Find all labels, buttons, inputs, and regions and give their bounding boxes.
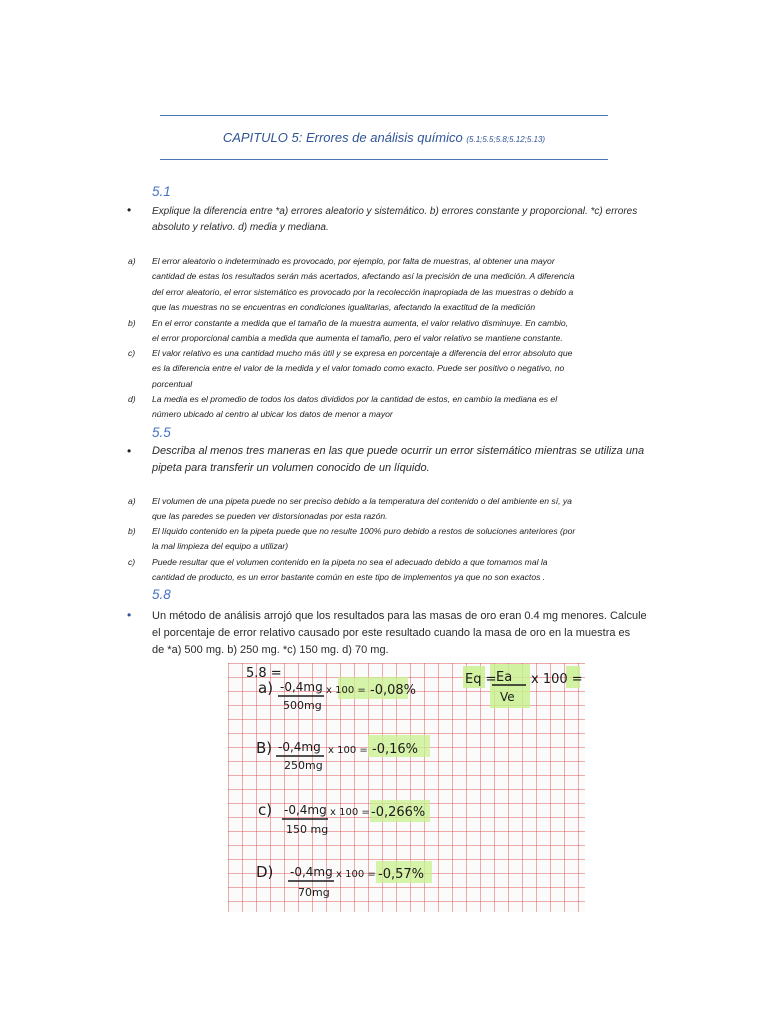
hw-row-label: D)	[256, 863, 274, 881]
hw-result: -0,57%	[378, 867, 424, 882]
hw-formula-num: Ea	[496, 670, 513, 685]
hw-multiplier: x 100 =	[326, 685, 366, 696]
answer-label: d)	[128, 394, 136, 404]
top-rule	[160, 115, 608, 116]
hw-result: -0,266%	[371, 805, 426, 820]
question-line: Describa al menos tres maneras en las que puede ocurrir un error sistemático mientras se utiliza una	[152, 445, 645, 457]
hw-multiplier: x 100 =	[336, 869, 376, 880]
question-line: el porcentaje de error relativo causado por este resultado cuando la masa de oro en la muestra es	[152, 627, 631, 639]
chapter-title: CAPITULO 5: Errores de análisis químico	[222, 130, 463, 145]
hw-multiplier: x 100 =	[328, 745, 368, 756]
hw-denominator: 150 mg	[286, 823, 329, 836]
answer-line: cantidad de estas los resultados serán más acertados, afectando así la precisión de una medición. A diferencia	[152, 271, 575, 282]
handwritten-solution-photo	[228, 663, 585, 912]
hw-numerator: -0,4mg	[278, 740, 321, 754]
answer-label: c)	[128, 348, 136, 358]
answer-line: El volumen de una pipeta puede no ser preciso debido a la temperatura del contenido o del ambiente en sí, ya	[152, 496, 572, 506]
answer-line: El error aleatorio o indeterminado es provocado, por ejemplo, por falta de muestras, al obtener una mayor	[152, 256, 555, 266]
answer-line: porcentual	[152, 378, 193, 389]
answer-line: la mal limpieza del equipo a utilizar)	[152, 541, 289, 552]
answer-line: número ubicado al centro al ubicar los datos de menor a mayor	[152, 409, 393, 420]
section-number-5-1: 5.1	[152, 184, 171, 199]
answer-line: el error proporcional cambia a medida que aumenta el tamaño, pero el valor relativo se mantiene constante.	[152, 333, 563, 344]
bullet: •	[127, 444, 132, 458]
answer-line: del error aleatorio, el error sistemático es provocado por la recolección inapropiada de las muestras o debido a	[152, 286, 574, 297]
hw-row-label: a)	[258, 679, 274, 697]
answer-line: es la diferencia entre el valor de la medida y el valor tomado como exacto. Puede ser positivo o negativo, no	[152, 363, 565, 374]
section-number-5-5: 5.5	[152, 425, 171, 440]
bullet: •	[127, 203, 132, 217]
answer-line: El valor relativo es una cantidad mucho más útil y se expresa en porcentaje a diferencia del error absoluto que	[152, 348, 573, 358]
hw-multiplier: x 100 =	[330, 807, 370, 818]
hw-denominator: 500mg	[283, 699, 322, 712]
hw-denominator: 250mg	[284, 759, 323, 772]
answer-line: que las muestras no se encuentras en condiciones igualitarias, afectando la exactitud de la medición	[152, 302, 536, 313]
hw-formula-rest: x 100 =	[531, 672, 583, 687]
bottom-rule	[160, 159, 608, 160]
chapter-subtitle: (5.1;5.5;5.8;5.12;5.13)	[466, 135, 546, 144]
question-line: pipeta para transferir un volumen conocido de un líquido.	[152, 462, 430, 474]
hw-result: -0,08%	[370, 683, 416, 698]
answer-label: a)	[128, 256, 136, 266]
bullet: •	[127, 608, 132, 622]
answer-label: b)	[128, 318, 136, 328]
answer-label: c)	[128, 557, 136, 567]
answer-label: a)	[128, 496, 136, 506]
handwritten-drawing	[228, 663, 585, 912]
hw-result: -0,16%	[372, 742, 418, 757]
question-5-8	[152, 608, 668, 659]
hw-numerator: -0,4mg	[290, 865, 333, 879]
question-line: Un método de análisis arrojó que los resultados para las masas de oro eran 0.4 mg menores. Calcule	[152, 610, 647, 622]
hw-formula-lhs: Eq =	[465, 672, 497, 687]
answer-line: La media es el promedio de todos los datos divididos por la cantidad de estos, en cambio la mediana es el	[152, 394, 558, 404]
question-5-5	[152, 443, 668, 477]
hw-row-label: c)	[258, 801, 273, 819]
chapter-heading	[0, 130, 768, 145]
question-line: de *a) 500 mg. b) 250 mg. *c) 150 mg. d) 70 mg.	[152, 644, 389, 656]
section-number-5-8: 5.8	[152, 587, 171, 602]
answer-line: El líquido contenido en la pipeta puede que no resulte 100% puro debido a restos de soluciones anteriores (por	[152, 526, 576, 536]
answer-line: cantidad de producto, es un error bastante común en este tipo de implementos ya que no son exactos .	[152, 572, 546, 583]
hw-row-label: B)	[256, 739, 273, 757]
answer-line: En el error constante a medida que el tamaño de la muestra aumenta, el valor relativo disminuye. En cambio,	[152, 318, 569, 328]
hw-formula-den: Ve	[500, 690, 515, 704]
answer-label: b)	[128, 526, 136, 536]
hw-numerator: -0,4mg	[284, 803, 327, 817]
hw-denominator: 70mg	[298, 886, 330, 899]
hw-heading: 5.8 =	[246, 666, 282, 681]
answer-line: Puede resultar que el volumen contenido en la pipeta no sea el adecuado debido a que tomamos mal la	[152, 557, 548, 567]
question-5-1: Explique la diferencia entre *a) errores aleatorio y sistemático. b) errores constante y proporcional. *c) errores absoluto y relativo. d) media y mediana.	[152, 206, 638, 233]
answer-line: que las paredes se pueden ver distorsionadas por esta razón.	[152, 511, 388, 522]
hw-numerator: -0,4mg	[280, 680, 323, 694]
